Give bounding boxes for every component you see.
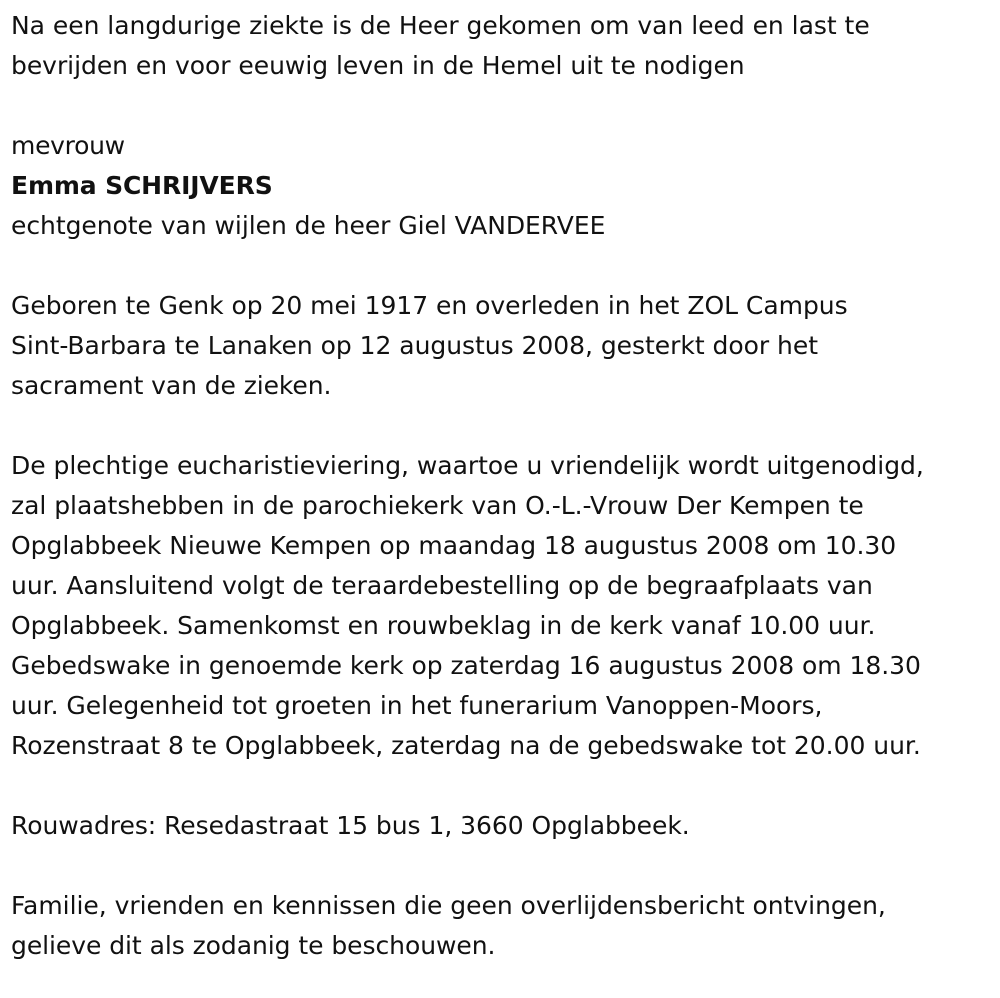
intro-line: bevrijden en voor eeuwig leven in de Hemel uit te nodigen	[11, 51, 745, 80]
intro-paragraph	[11, 6, 991, 86]
obituary-document	[11, 6, 991, 966]
birth-death-paragraph	[11, 286, 991, 406]
birth-line: Geboren te Genk op 20 mei 1917 en overleden in het ZOL Campus	[11, 291, 848, 320]
birth-line: sacrament van de zieken.	[11, 371, 332, 400]
ceremony-paragraph	[11, 446, 991, 766]
intro-line: Na een langdurige ziekte is de Heer gekomen om van leed en last te	[11, 11, 870, 40]
closing-line: Familie, vrienden en kennissen die geen overlijdensbericht ontvingen,	[11, 891, 886, 920]
birth-line: Sint-Barbara te Lanaken op 12 augustus 2008, gesterkt door het	[11, 331, 818, 360]
deceased-name: Emma SCHRIJVERS	[11, 171, 273, 200]
ceremony-line: De plechtige eucharistieviering, waartoe u vriendelijk wordt uitgenodigd,	[11, 451, 924, 480]
ceremony-line: Opglabbeek. Samenkomst en rouwbeklag in de kerk vanaf 10.00 uur.	[11, 611, 876, 640]
ceremony-line: Gebedswake in genoemde kerk op zaterdag 16 augustus 2008 om 18.30	[11, 651, 921, 680]
ceremony-line: zal plaatshebben in de parochiekerk van O.-L.-Vrouw Der Kempen te	[11, 491, 864, 520]
salutation: mevrouw	[11, 131, 125, 160]
mourning-address: Rouwadres: Resedastraat 15 bus 1, 3660 Opglabbeek.	[11, 811, 690, 840]
ceremony-line: Rozenstraat 8 te Opglabbeek, zaterdag na de gebedswake tot 20.00 uur.	[11, 731, 921, 760]
closing-paragraph	[11, 886, 991, 966]
ceremony-line: Opglabbeek Nieuwe Kempen op maandag 18 augustus 2008 om 10.30	[11, 531, 897, 560]
closing-line: gelieve dit als zodanig te beschouwen.	[11, 931, 496, 960]
ceremony-line: uur. Gelegenheid tot groeten in het funerarium Vanoppen-Moors,	[11, 691, 823, 720]
spouse-line: echtgenote van wijlen de heer Giel VANDERVEE	[11, 211, 606, 240]
ceremony-line: uur. Aansluitend volgt de teraardebestelling op de begraafplaats van	[11, 571, 873, 600]
